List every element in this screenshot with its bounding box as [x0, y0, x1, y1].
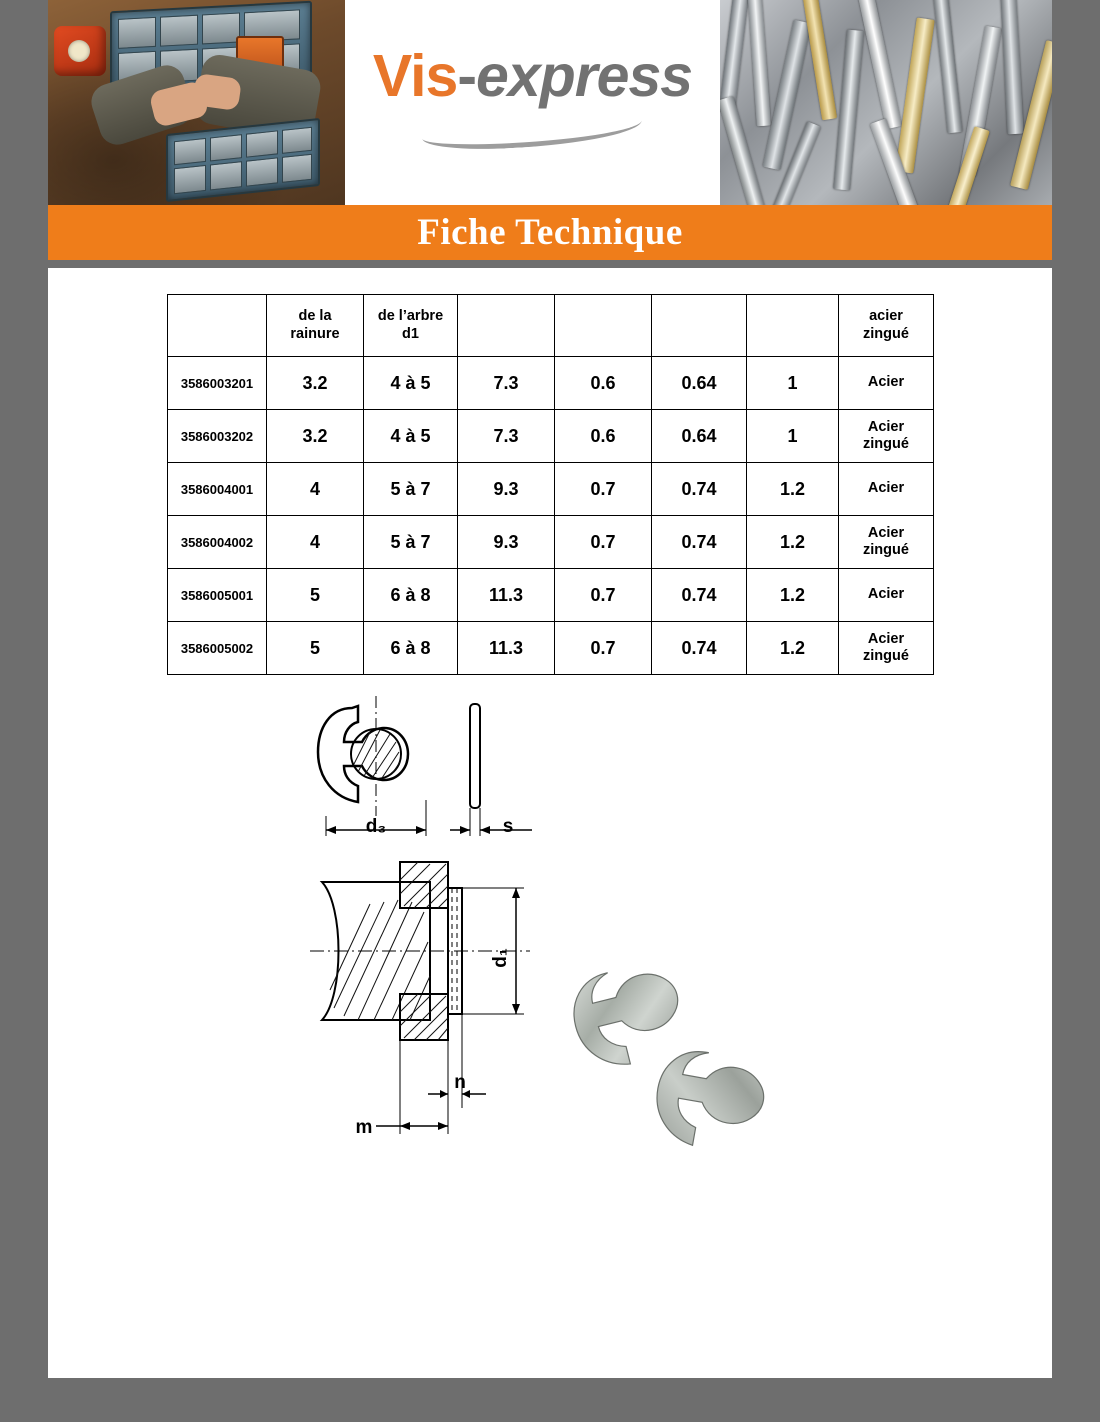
cell-reference: 3586003202	[168, 410, 267, 463]
table-row	[168, 622, 934, 675]
column-header-m	[747, 295, 839, 357]
spec-table-wrapper	[167, 294, 933, 675]
cell-reference: 3586003201	[168, 357, 267, 410]
cell-reference: 3586005001	[168, 569, 267, 622]
cell-s: 0.7	[555, 516, 652, 569]
brand-name-dash: -	[457, 43, 477, 109]
cell-m: 1.2	[747, 569, 839, 622]
column-header-rainure: de la rainure	[267, 295, 364, 357]
cell-matiere: Acier	[839, 569, 934, 622]
column-header-arbre: de l’arbre d1	[364, 295, 458, 357]
cell-m: 1	[747, 357, 839, 410]
cell-matiere: Acier	[839, 357, 934, 410]
cell-reference: 3586004002	[168, 516, 267, 569]
cell-n: 0.64	[652, 410, 747, 463]
cell-d3: 9.3	[458, 463, 555, 516]
label-n: n	[454, 1072, 466, 1093]
brand-logo	[345, 0, 720, 205]
page-header	[48, 0, 1052, 205]
cell-rainure: 5	[267, 622, 364, 675]
page-rail-left	[0, 0, 48, 1422]
cell-rainure: 5	[267, 569, 364, 622]
table-row	[168, 569, 934, 622]
cell-s: 0.6	[555, 357, 652, 410]
title-underline	[48, 260, 1052, 268]
column-header-s	[555, 295, 652, 357]
page-title: Fiche Technique	[417, 212, 683, 253]
cell-matiere: Acier	[839, 463, 934, 516]
column-header-matiere: acier zingué	[839, 295, 934, 357]
cell-arbre: 5 à 7	[364, 463, 458, 516]
page-rail-right	[1052, 0, 1100, 1422]
cell-n: 0.74	[652, 463, 747, 516]
cell-arbre: 4 à 5	[364, 410, 458, 463]
cell-rainure: 4	[267, 463, 364, 516]
fiche-technique-title-bar	[48, 205, 1052, 260]
cell-rainure: 4	[267, 516, 364, 569]
label-m: m	[355, 1117, 373, 1138]
cell-s: 0.6	[555, 410, 652, 463]
cell-s: 0.7	[555, 463, 652, 516]
cell-reference: 3586004001	[168, 463, 267, 516]
brand-name-primary: Vis	[372, 43, 458, 109]
cell-arbre: 5 à 7	[364, 516, 458, 569]
cell-d3: 7.3	[458, 410, 555, 463]
cell-n: 0.74	[652, 622, 747, 675]
column-header-n	[652, 295, 747, 357]
table-header-row	[168, 295, 934, 357]
screws-photo	[720, 0, 1052, 205]
spec-table	[167, 294, 934, 675]
cell-s: 0.7	[555, 622, 652, 675]
label-s: s	[502, 816, 514, 837]
cell-s: 0.7	[555, 569, 652, 622]
table-row	[168, 463, 934, 516]
cell-m: 1.2	[747, 463, 839, 516]
cell-d3: 7.3	[458, 357, 555, 410]
cell-d3: 11.3	[458, 569, 555, 622]
cell-arbre: 6 à 8	[364, 622, 458, 675]
table-row	[168, 357, 934, 410]
brand-name-secondary: express	[476, 43, 693, 109]
cell-arbre: 4 à 5	[364, 357, 458, 410]
cell-arbre: 6 à 8	[364, 569, 458, 622]
cell-matiere: Acier zingué	[839, 622, 934, 675]
table-row	[168, 516, 934, 569]
cell-n: 0.74	[652, 569, 747, 622]
cell-d3: 11.3	[458, 622, 555, 675]
tape-measure-icon	[54, 26, 106, 76]
cell-m: 1.2	[747, 516, 839, 569]
workbench-photo	[48, 0, 345, 205]
cell-m: 1.2	[747, 622, 839, 675]
table-row	[168, 410, 934, 463]
cell-matiere: Acier zingué	[839, 516, 934, 569]
cell-matiere: Acier zingué	[839, 410, 934, 463]
cell-n: 0.64	[652, 357, 747, 410]
hand-right	[192, 73, 242, 111]
cell-d3: 9.3	[458, 516, 555, 569]
page-footer-bar	[48, 1378, 1052, 1422]
cell-n: 0.74	[652, 516, 747, 569]
cell-rainure: 3.2	[267, 357, 364, 410]
product-photo-e-clips	[560, 955, 780, 1155]
cell-rainure: 3.2	[267, 410, 364, 463]
cell-m: 1	[747, 410, 839, 463]
cell-reference: 3586005002	[168, 622, 267, 675]
label-d1: d₁	[490, 948, 511, 968]
column-header-reference	[168, 295, 267, 357]
logo-swoosh-icon	[422, 112, 642, 138]
column-header-d3	[458, 295, 555, 357]
label-d3: d₃	[365, 816, 387, 837]
